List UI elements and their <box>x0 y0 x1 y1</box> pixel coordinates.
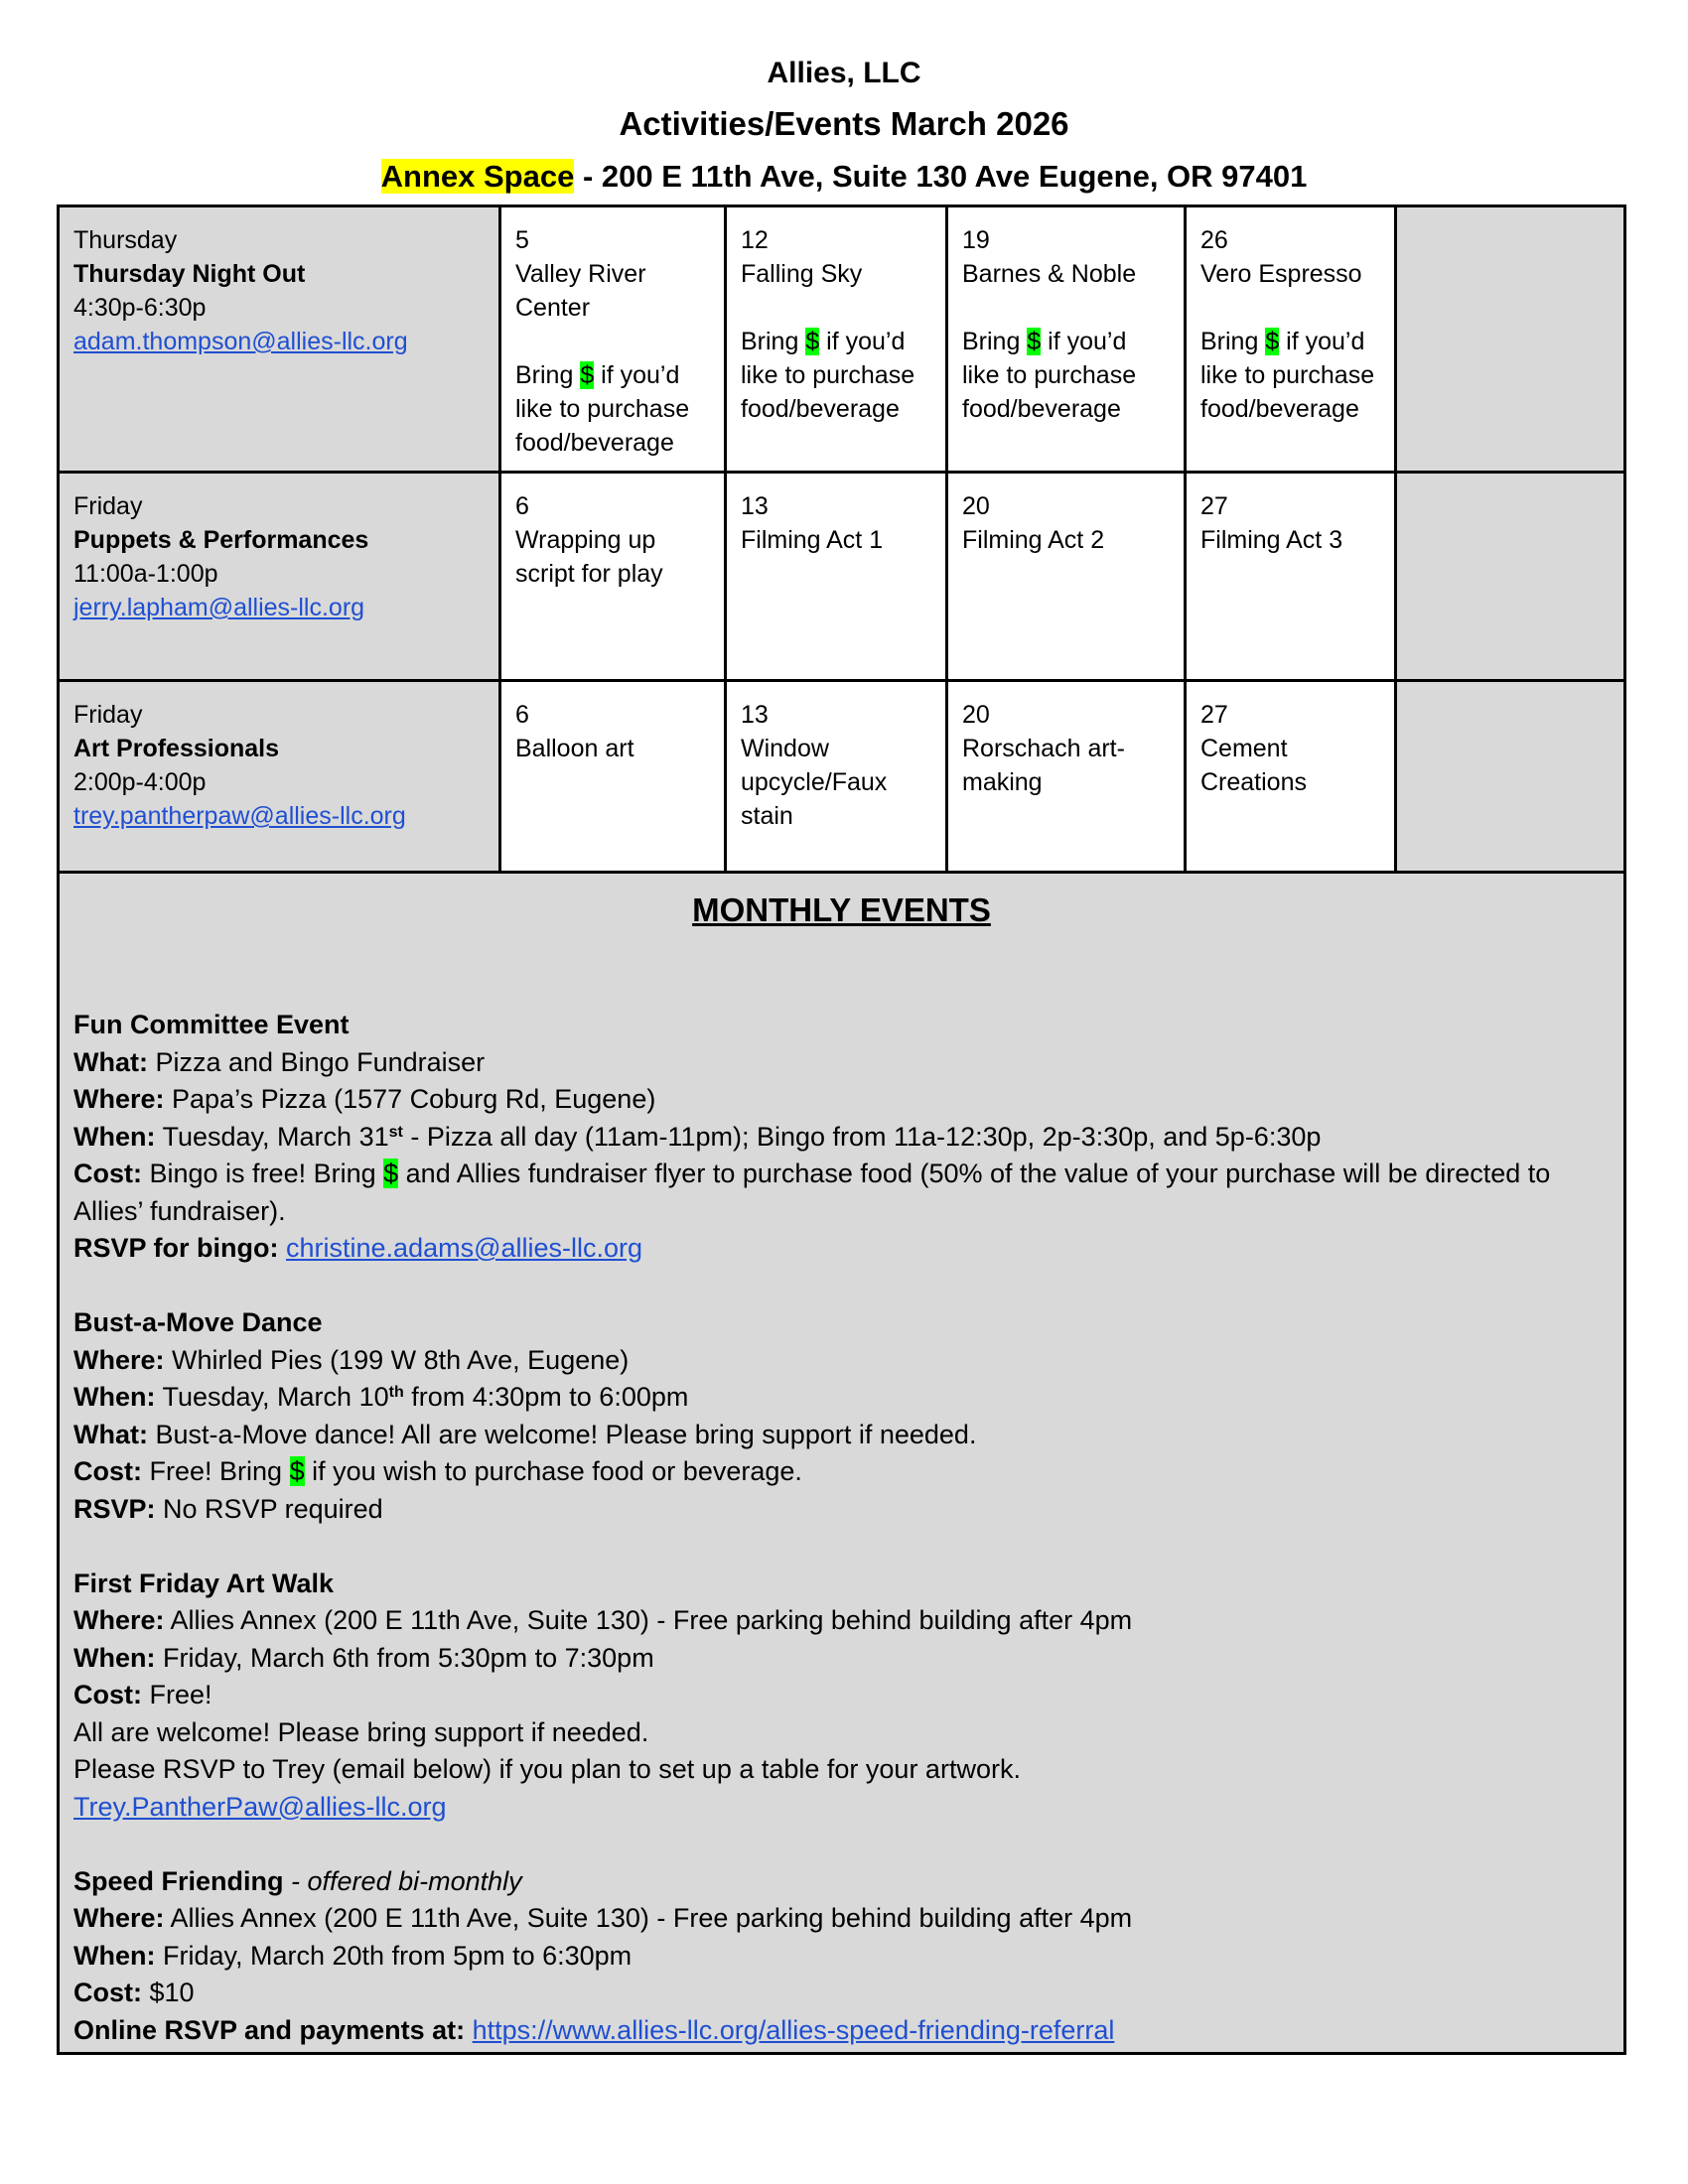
event-cost: Cost: Free! <box>73 1680 212 1709</box>
dollar-highlight: $ <box>805 328 820 355</box>
event-when: When: Friday, March 6th from 5:30pm to 7:30pm <box>73 1642 654 1673</box>
activity-day: Friday <box>73 701 143 729</box>
date-cell <box>1187 682 1397 871</box>
contact-email-link[interactable]: trey.pantherpaw@allies-llc.org <box>73 802 406 830</box>
event-title-line <box>73 1863 1610 1901</box>
event-speed-friending <box>73 1863 1610 2050</box>
contact-email-link[interactable]: Trey.PantherPaw@allies-llc.org <box>73 1791 447 1822</box>
table-row <box>60 474 1623 682</box>
event-art-walk <box>73 1566 1610 1827</box>
dollar-highlight: $ <box>1265 328 1280 355</box>
date-number: 27 <box>1200 492 1228 520</box>
monthly-events-section <box>60 874 1623 2055</box>
empty-cell <box>1397 682 1623 871</box>
address-label: Annex Space <box>380 159 575 194</box>
activity-label-cell <box>60 474 501 679</box>
date-number: 6 <box>515 492 529 520</box>
rsvp-email-link[interactable]: christine.adams@allies-llc.org <box>286 1233 643 1263</box>
event-rsvp: RSVP for bingo: christine.adams@allies-llc.org <box>73 1233 643 1263</box>
activity-day: Friday <box>73 492 143 520</box>
activity-day: Thursday <box>73 226 178 254</box>
date-activity: Filming Act 1 <box>741 526 884 554</box>
address-text: - 200 E 11th Ave, Suite 130 Ave Eugene, OR 97401 <box>574 159 1308 194</box>
date-activity: Filming Act 2 <box>962 526 1105 554</box>
date-cell <box>727 207 948 471</box>
date-cell <box>501 682 727 871</box>
event-cost: Cost: $10 <box>73 1978 195 2007</box>
event-title: Fun Committee Event <box>73 1010 350 1039</box>
activity-name: Art Professionals <box>73 735 280 762</box>
event-what: What: Bust-a-Move dance! All are welcome! Please bring support if needed. <box>73 1419 977 1449</box>
date-location: Falling Sky <box>741 260 863 288</box>
date-number: 13 <box>741 701 769 729</box>
event-cost: Cost: Free! Bring $ if you wish to purchase food or beverage. <box>73 1456 802 1486</box>
dollar-highlight: $ <box>580 361 595 389</box>
event-when: When: Friday, March 20th from 5pm to 6:30pm <box>73 1940 633 1971</box>
date-number: 12 <box>741 226 769 254</box>
bring-money-note: Bring $ if you’d like to purchase food/beverage <box>741 328 915 423</box>
date-location: Barnes & Noble <box>962 260 1137 288</box>
date-cell <box>501 474 727 679</box>
date-cell <box>501 207 727 471</box>
page-title: Activities/Events March 2026 <box>619 105 1069 142</box>
date-activity: Wrapping up script for play <box>515 526 663 588</box>
event-fun-committee <box>73 1007 1610 1268</box>
date-activity: Cement Creations <box>1200 735 1307 796</box>
event-where: Where: Papa’s Pizza (1577 Coburg Rd, Eugene) <box>73 1084 656 1114</box>
dollar-highlight: $ <box>383 1159 399 1188</box>
date-number: 5 <box>515 226 529 254</box>
activity-label-cell <box>60 207 501 471</box>
date-activity: Rorschach art-making <box>962 735 1125 796</box>
empty-cell <box>1397 207 1623 471</box>
activity-time: 11:00a-1:00p <box>73 560 218 588</box>
activity-name: Puppets & Performances <box>73 526 369 554</box>
event-cost: Cost: Bingo is free! Bring $ and Allies fundraiser flyer to purchase food (50% of the value of your purchase will be directed to Allies’ fundraiser). <box>73 1159 1551 1226</box>
activity-time: 2:00p-4:00p <box>73 768 207 796</box>
event-where: Where: Whirled Pies (199 W 8th Ave, Eugene) <box>73 1344 630 1375</box>
contact-email-link[interactable]: adam.thompson@allies-llc.org <box>73 328 408 355</box>
event-when: When: Tuesday, March 31st - Pizza all day (11am-11pm); Bingo from 11a-12:30p, 2p-3:30p, and 5p-6:30p <box>73 1121 1322 1152</box>
activity-time: 4:30p-6:30p <box>73 294 207 322</box>
event-note: All are welcome! Please bring support if needed. <box>73 1716 649 1747</box>
event-bust-a-move <box>73 1304 1610 1528</box>
activity-name: Thursday Night Out <box>73 260 306 288</box>
address-line <box>0 151 1688 203</box>
event-rsvp: Online RSVP and payments at: https://www.allies-llc.org/allies-speed-friending-referral <box>73 2014 1115 2045</box>
dollar-highlight: $ <box>289 1456 305 1486</box>
contact-email-link[interactable]: jerry.lapham@allies-llc.org <box>73 594 365 621</box>
date-cell <box>948 474 1187 679</box>
event-subtitle: - offered bi-monthly <box>283 1865 522 1896</box>
event-when: When: Tuesday, March 10th from 4:30pm to 6:00pm <box>73 1382 689 1412</box>
date-activity: Window upcycle/Faux stain <box>741 735 888 830</box>
date-number: 13 <box>741 492 769 520</box>
event-where: Where: Allies Annex (200 E 11th Ave, Suite 130) - Free parking behind building after 4pm <box>73 1903 1133 1933</box>
date-number: 26 <box>1200 226 1228 254</box>
date-number: 20 <box>962 701 990 729</box>
date-cell <box>1187 207 1397 471</box>
bring-money-note: Bring $ if you’d like to purchase food/beverage <box>962 328 1137 423</box>
date-cell <box>727 682 948 871</box>
dollar-highlight: $ <box>1027 328 1042 355</box>
date-location: Valley River Center <box>515 260 646 322</box>
page-header <box>0 50 1688 203</box>
table-row <box>60 682 1623 874</box>
date-location: Vero Espresso <box>1200 260 1362 288</box>
date-cell <box>948 682 1187 871</box>
schedule-table <box>57 205 1626 2055</box>
date-number: 6 <box>515 701 529 729</box>
event-where: Where: Allies Annex (200 E 11th Ave, Suite 130) - Free parking behind building after 4pm <box>73 1605 1133 1635</box>
org-name: Allies, LLC <box>767 57 921 89</box>
event-note: Please RSVP to Trey (email below) if you plan to set up a table for your artwork. <box>73 1754 1021 1784</box>
monthly-events-title: MONTHLY EVENTS <box>692 891 991 928</box>
activity-label-cell <box>60 682 501 871</box>
event-what: What: Pizza and Bingo Fundraiser <box>73 1046 486 1077</box>
date-cell <box>1187 474 1397 679</box>
empty-cell <box>1397 474 1623 679</box>
date-cell <box>727 474 948 679</box>
date-number: 19 <box>962 226 990 254</box>
table-row <box>60 207 1623 474</box>
event-rsvp: RSVP: No RSVP required <box>73 1493 383 1524</box>
bring-money-note: Bring $ if you’d like to purchase food/beverage <box>515 361 690 457</box>
date-activity: Filming Act 3 <box>1200 526 1343 554</box>
event-title: Speed Friending <box>73 1865 284 1896</box>
date-number: 27 <box>1200 701 1228 729</box>
bring-money-note: Bring $ if you’d like to purchase food/beverage <box>1200 328 1375 423</box>
date-activity: Balloon art <box>515 735 634 762</box>
date-number: 20 <box>962 492 990 520</box>
event-title: Bust-a-Move Dance <box>73 1307 323 1337</box>
rsvp-url-link[interactable]: https://www.allies-llc.org/allies-speed-friending-referral <box>472 2014 1115 2045</box>
date-cell <box>948 207 1187 471</box>
event-title: First Friday Art Walk <box>73 1568 335 1598</box>
